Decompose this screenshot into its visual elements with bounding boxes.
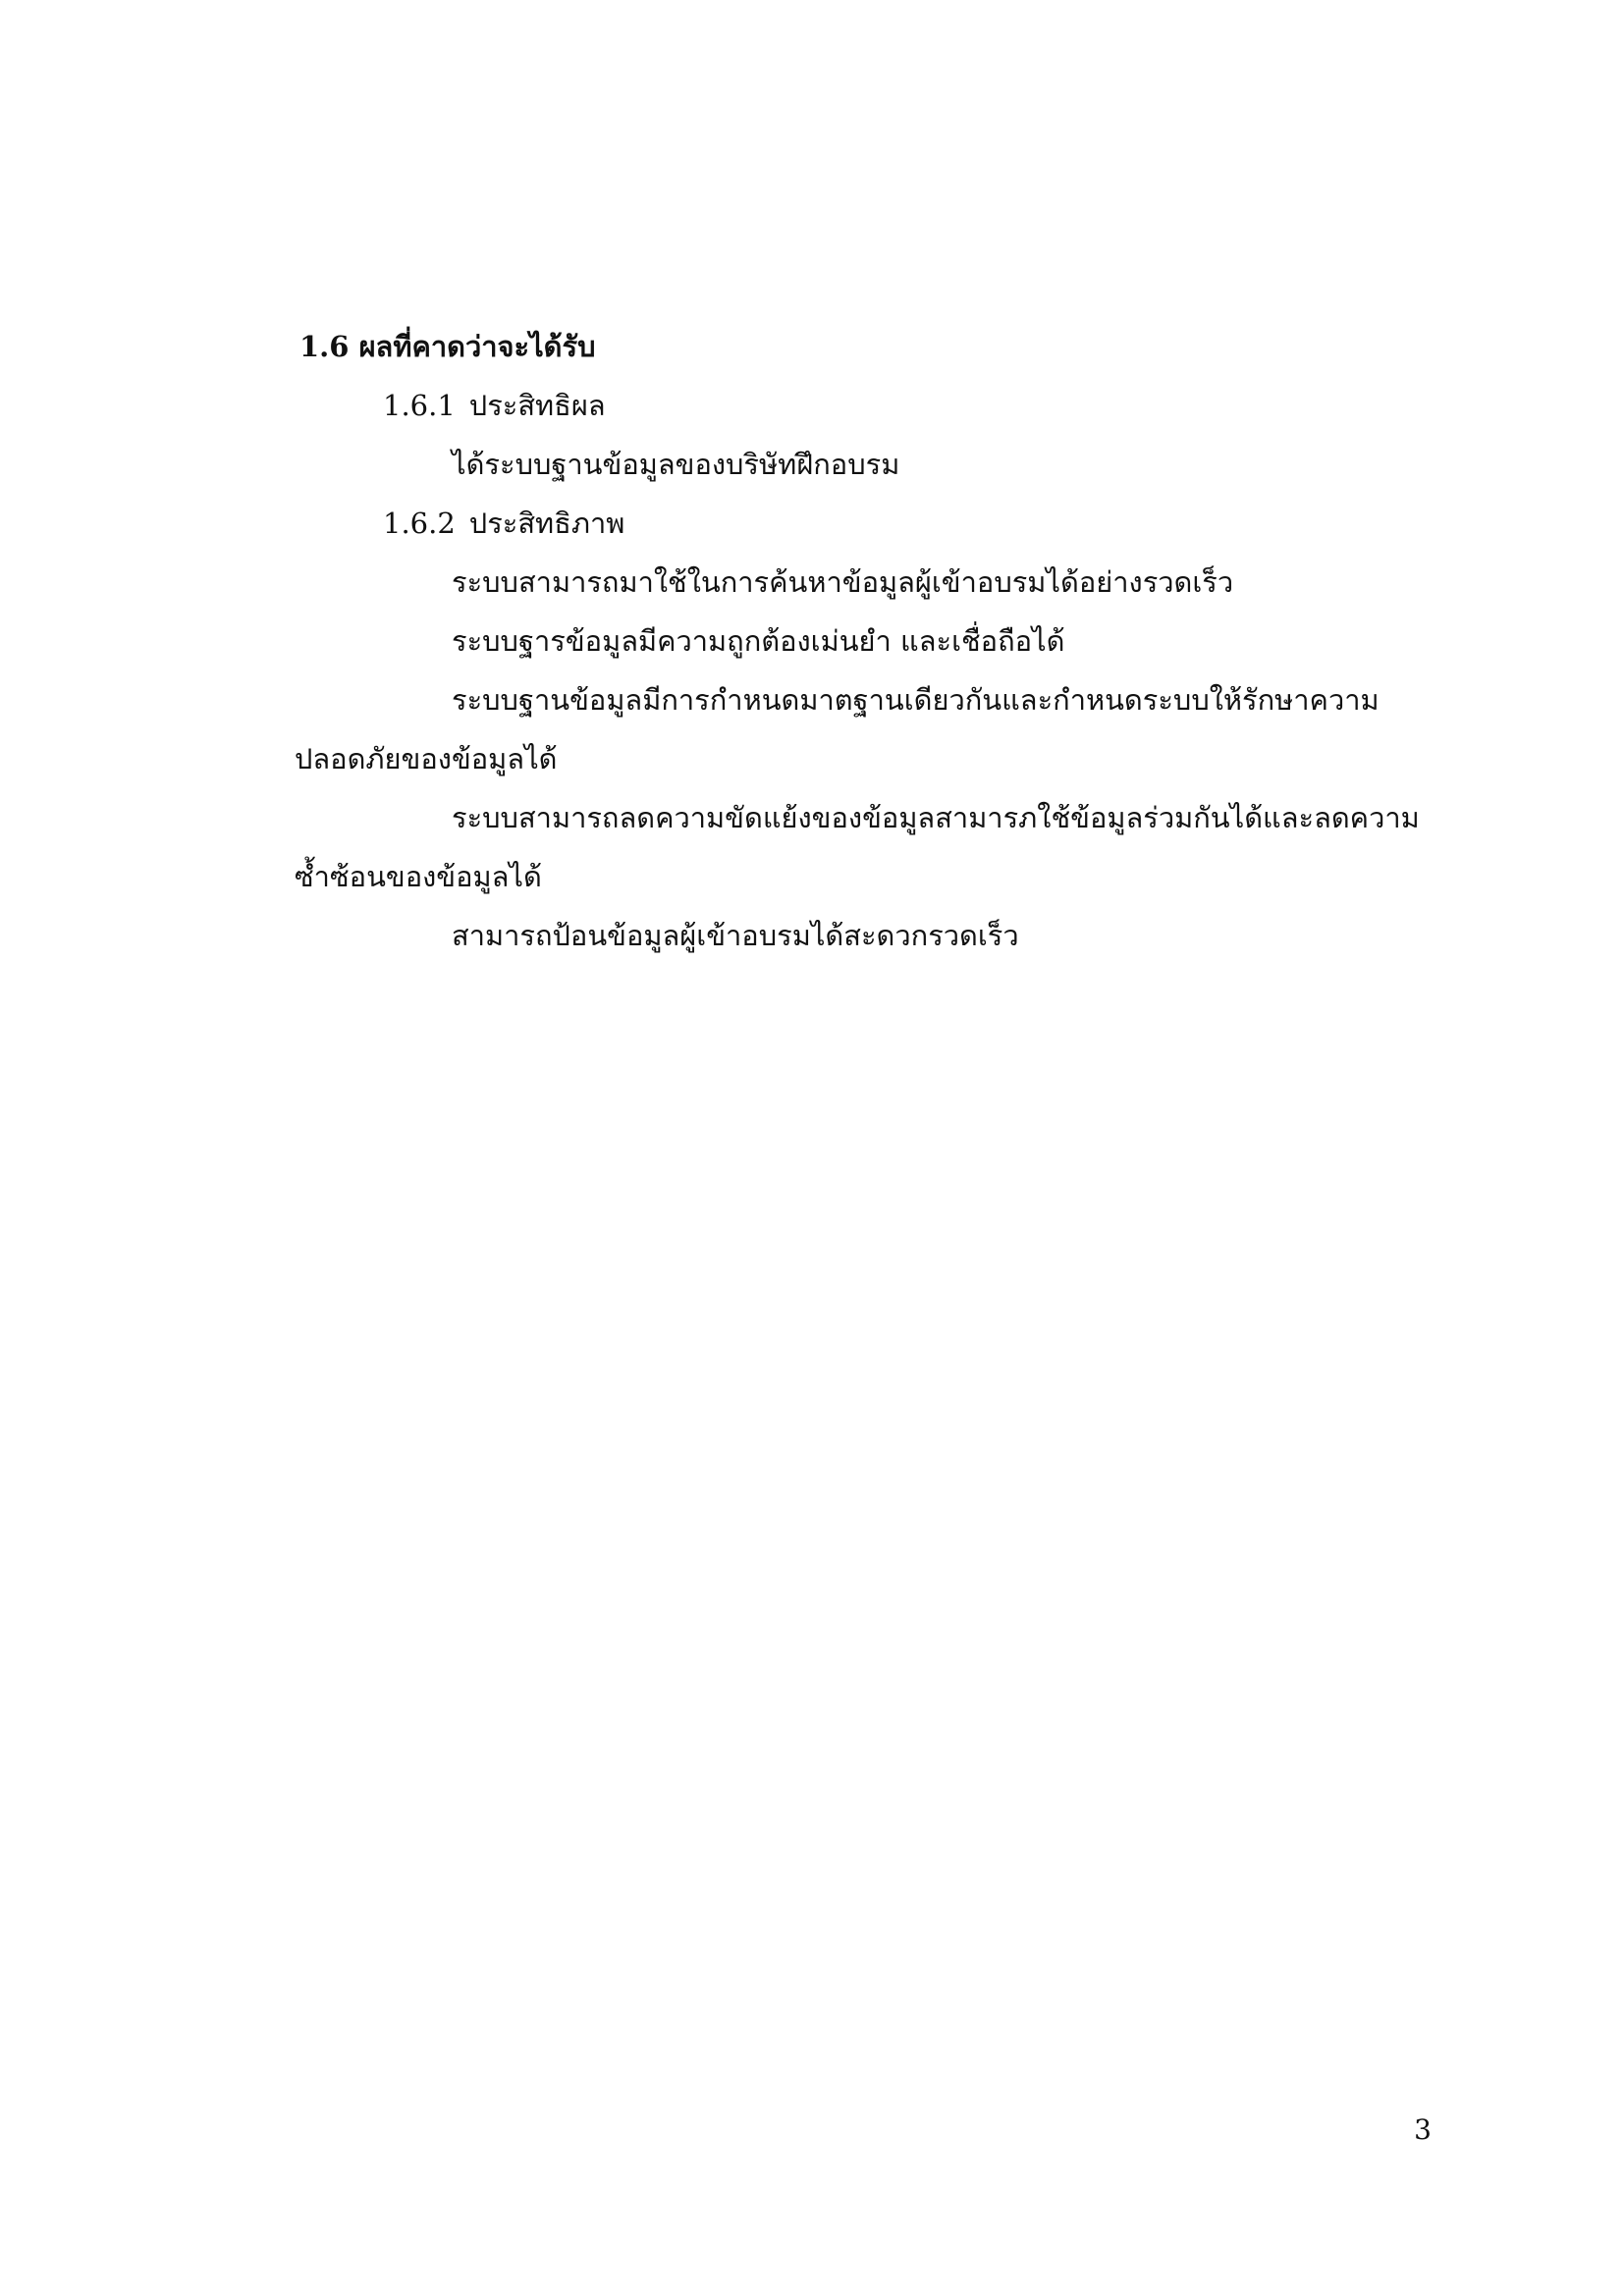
subsection-number: 1.6.1	[383, 389, 456, 422]
paragraph-line-continuation: ซ้ำซ้อนของข้อมูลได้	[295, 860, 542, 893]
paragraph-line-continuation: ปลอดภัยของข้อมูลได้	[295, 742, 558, 775]
paragraph-line: สามารถป้อนข้อมูลผู้เข้าอบรมได้สะดวกรวดเร็ว	[452, 919, 1019, 952]
section-heading	[299, 327, 596, 366]
paragraph-line: ระบบสามารถมาใช้ในการค้นหาข้อมูลผู้เข้าอบรมได้อย่างรวดเร็ว	[452, 565, 1234, 599]
section-number: 1.6	[299, 330, 350, 363]
page-number: 3	[1414, 2113, 1432, 2146]
subsection-heading	[383, 504, 624, 543]
subsection-title: ประสิทธิภาพ	[468, 507, 625, 540]
paragraph-line: ระบบฐารข้อมูลมีความถูกต้องเม่นยำ และเชื่อถือได้	[452, 624, 1065, 658]
paragraph-line: ระบบสามารถลดความขัดแย้งของข้อมูลสามารภใช้ข้อมูลร่วมกันได้และลดความ	[452, 801, 1420, 834]
subsection-number: 1.6.2	[383, 507, 456, 540]
subsection-heading	[383, 386, 606, 425]
paragraph-line: ได้ระบบฐานข้อมูลของบริษัทฝึกอบรม	[452, 448, 900, 481]
subsection-title: ประสิทธิผล	[468, 389, 606, 422]
paragraph-line: ระบบฐานข้อมูลมีการกำหนดมาตฐานเดียวกันและกำหนดระบบให้รักษาความ	[452, 683, 1380, 717]
section-title: ผลที่คาดว่าจะได้รับ	[358, 330, 596, 363]
